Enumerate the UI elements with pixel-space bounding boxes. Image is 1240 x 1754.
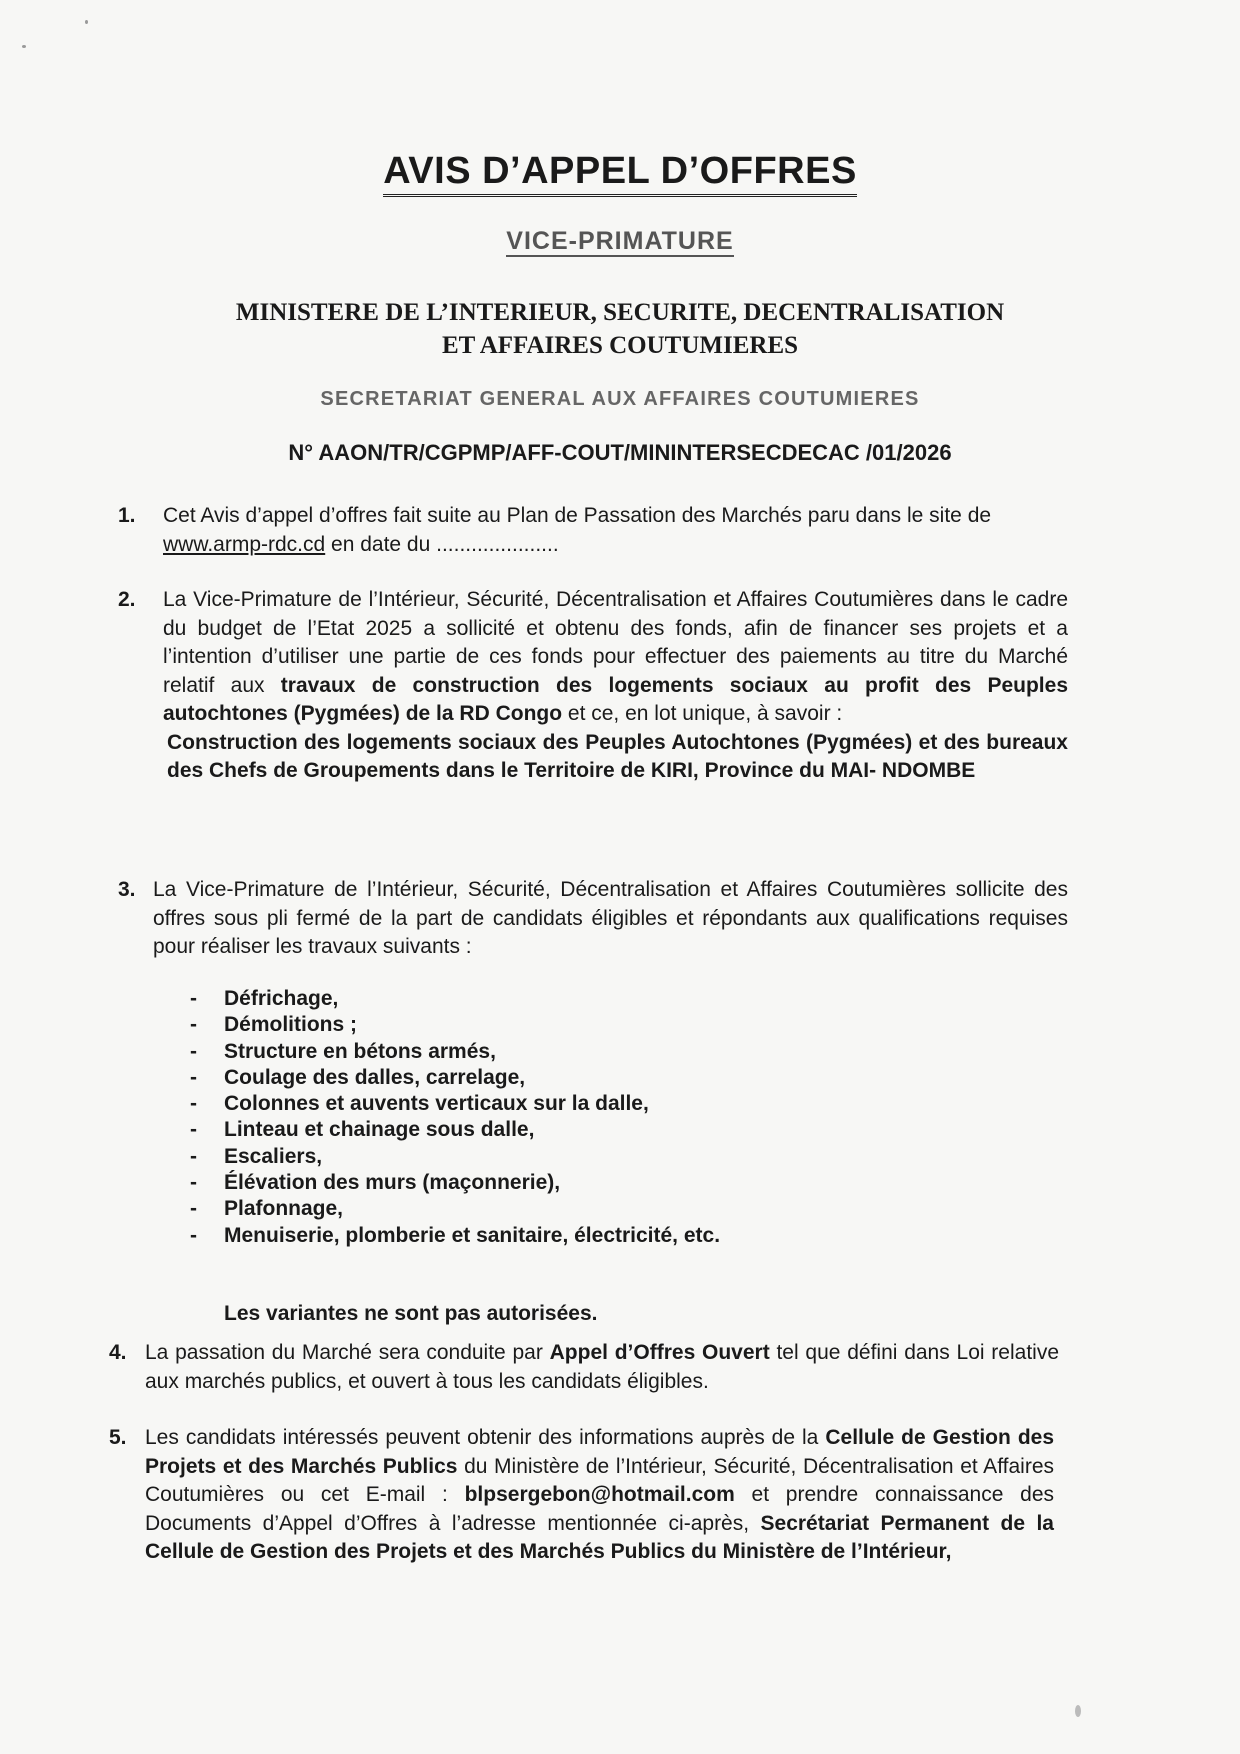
list-item [190, 1012, 720, 1038]
item-number: 2. [118, 588, 136, 611]
list-item [190, 1144, 720, 1170]
dash: - [190, 1223, 197, 1247]
work-label: Élévation des murs (maçonnerie), [224, 1171, 561, 1195]
vice-primature-heading [0, 227, 1240, 256]
list-item [190, 1117, 720, 1143]
item-4 [109, 1339, 1059, 1396]
work-label: Démolitions ; [224, 1013, 358, 1037]
works-list [190, 986, 720, 1249]
dash: - [190, 1171, 197, 1195]
dash: - [190, 1039, 197, 1063]
list-item [190, 1039, 720, 1065]
item-text: Cet Avis d’appel d’offres fait suite au Plan de Passation des Marchés paru dans le site de [163, 504, 992, 527]
item-text: La Vice-Primature de l’Intérieur, Sécurité, Décentralisation et Affaires Coutumières dans le cadre du budget de l’Etat 2025 a sollicité et obtenu des fonds, afin de financer ses projets et a l’intention d’utiliser une partie de ces fonds pour effectuer des paiements au titre du Marché relatif aux [163, 588, 1068, 697]
list-item [190, 1065, 720, 1091]
item-text: en date du ..................... [325, 532, 559, 556]
work-label: Escaliers, [224, 1144, 323, 1168]
list-item [190, 1091, 720, 1117]
work-label: Plafonnage, [224, 1197, 344, 1221]
item-number: 1. [118, 504, 136, 527]
work-label: Coulage des dalles, carrelage, [224, 1065, 526, 1089]
item-number: 5. [109, 1426, 127, 1449]
work-label: Linteau et chainage sous dalle, [224, 1118, 535, 1142]
scan-speck [22, 45, 26, 48]
item-number: 4. [109, 1341, 127, 1364]
work-label: Colonnes et auvents verticaux sur la dalle, [224, 1092, 649, 1116]
scan-speck [1075, 1705, 1081, 1717]
dash: - [190, 987, 197, 1010]
work-label: Structure en bétons armés, [224, 1039, 496, 1063]
dash: - [190, 1118, 197, 1142]
list-item [190, 1223, 720, 1249]
list-item [190, 986, 720, 1012]
item-bold-text: Cellule de Gestion des Projets et des Marchés Publics [145, 1426, 1054, 1478]
armp-link[interactable]: www.armp-rdc.cd [163, 532, 326, 556]
work-label: Menuiserie, plomberie et sanitaire, électricité, etc. [224, 1223, 721, 1247]
dash: - [190, 1065, 197, 1089]
item-1 [118, 502, 1068, 559]
item-2 [118, 586, 1068, 786]
item-bold-text: Secrétariat Permanent de la Cellule de Gestion des Projets et des Marchés Publics du Ministère de l’Intérieur, [145, 1511, 1054, 1563]
dash: - [190, 1144, 197, 1168]
item-bold-text: travaux de construction des logements sociaux au profit des Peuples autochtones (Pygmées) de la RD Congo [163, 673, 1068, 725]
subtitle-text: VICE-PRIMATURE [506, 227, 734, 255]
item-text: La passation du Marché sera conduite par [145, 1341, 550, 1364]
list-item [190, 1170, 720, 1196]
item-text: Les candidats intéressés peuvent obtenir des informations auprès de la [145, 1426, 826, 1449]
item-3 [118, 876, 1068, 962]
item-5 [109, 1424, 1054, 1567]
contact-email[interactable]: blpsergebon@hotmail.com [464, 1483, 735, 1506]
reference-number: N° AAON/TR/CGPMP/AFF-COUT/MININTERSECDECAC /01/2026 [288, 440, 952, 465]
item-text: tel que défini dans Loi relative aux marchés publics, et ouvert à tous les candidats éligibles. [145, 1341, 1060, 1393]
variantes-note: Les variantes ne sont pas autorisées. [224, 1302, 598, 1325]
item-text: et ce, en lot unique, à savoir : [562, 702, 843, 725]
secretariat-heading: SECRETARIAT GENERAL AUX AFFAIRES COUTUMIERES [320, 388, 920, 410]
lot-description: Construction des logements sociaux des Peuples Autochtones (Pygmées) et des bureaux des Chefs de Groupements dans le Territoire de KIRI, Province du MAI- NDOMBE [167, 730, 1068, 782]
item-text: La Vice-Primature de l’Intérieur, Sécurité, Décentralisation et Affaires Coutumières sollicite des offres sous pli fermé de la part de candidats éligibles et répondants aux qualifications requises pour réaliser les travaux suivants : [153, 878, 1068, 958]
title-text: AVIS D’APPEL D’OFFRES [383, 150, 857, 197]
item-bold-text: Appel d’Offres Ouvert [549, 1341, 770, 1364]
item-text: et prendre connaissance des Documents d’Appel d’Offres à l’adresse mentionnée ci-après, [145, 1483, 1055, 1535]
dash: - [190, 1013, 197, 1037]
list-item [190, 1196, 720, 1222]
ministry-line-2: ET AFFAIRES COUTUMIERES [441, 332, 799, 359]
work-label: Défrichage, [224, 987, 339, 1010]
dash: - [190, 1197, 197, 1221]
item-text: du Ministère de l’Intérieur, Sécurité, Décentralisation et Affaires Coutumières ou cet E-mail : [145, 1454, 1055, 1506]
document-title [0, 150, 1240, 193]
ministry-heading [0, 296, 1240, 362]
item-number: 3. [118, 878, 136, 901]
scan-speck [85, 20, 88, 24]
dash: - [190, 1092, 197, 1116]
ministry-line-1: MINISTERE DE L’INTERIEUR, SECURITE, DECENTRALISATION [235, 299, 1005, 326]
